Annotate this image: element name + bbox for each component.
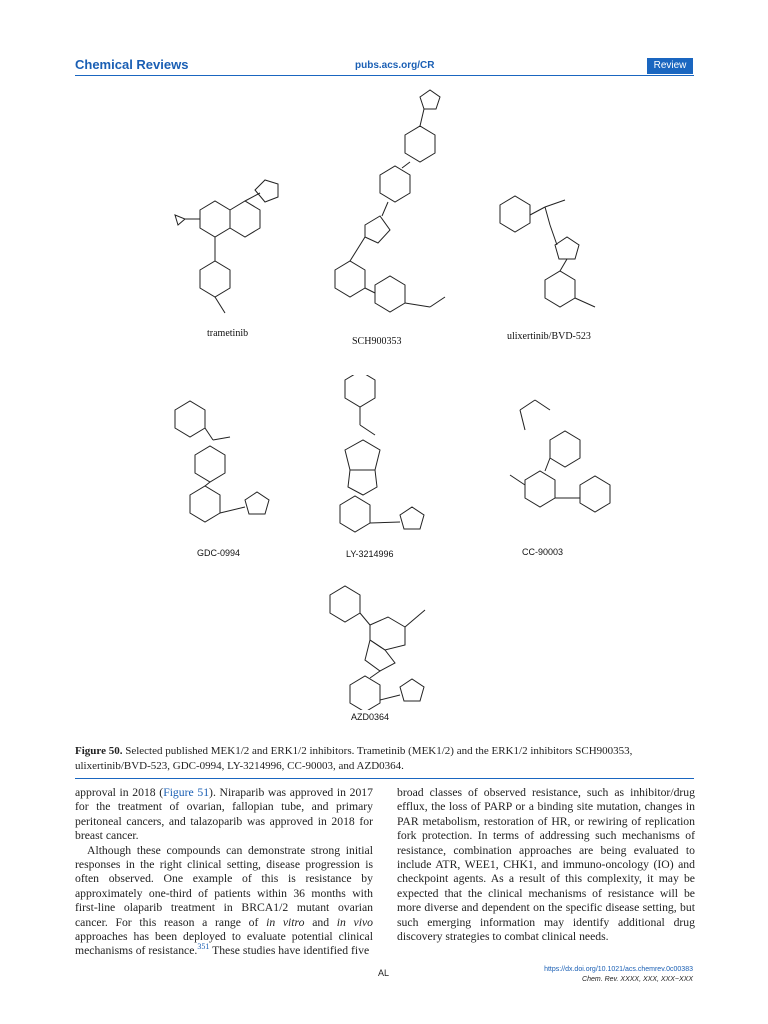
compound-label-trametinib: trametinib (207, 328, 249, 339)
gdc-0994-structure (155, 395, 295, 535)
text: approaches has been deployed to evaluate potential clinical mechanisms of resistance. (75, 930, 373, 958)
journal-name: Chemical Reviews (75, 57, 189, 72)
text: in vitro (266, 915, 305, 929)
caption-text: Selected published MEK1/2 and ERK1/2 inhibitors. Trametinib (MEK1/2) and the ERK1/2 inhibitors SCH900353, ulixertinib/BVD-523, GDC-0994, LY-3214996, CC-90003, and AZD0364. (75, 745, 633, 772)
reference-351-link[interactable]: 351 (197, 942, 210, 952)
left-column (75, 786, 373, 959)
article-type-badge: Review (647, 58, 693, 74)
compound-label-sch900353: SCH900353 (352, 336, 402, 347)
doi-link[interactable]: https://dx.doi.org/10.1021/acs.chemrev.0c00383 (544, 966, 693, 973)
text: and (304, 915, 337, 929)
citation: Chem. Rev. XXXX, XXX, XXX−XXX (582, 976, 693, 983)
text: These studies have identified five (209, 944, 370, 958)
text: in vivo (336, 915, 373, 929)
azd0364-structure (310, 585, 460, 710)
sch900353-structure (310, 85, 460, 335)
compound-label-cc-90003: CC-90003 (522, 547, 564, 557)
caption-rule (75, 778, 694, 779)
compound-label-gdc-0994: GDC-0994 (197, 548, 241, 558)
compound-label-azd0364: AZD0364 (351, 712, 390, 722)
text: Although these compounds can demonstrate strong initial responses in the right clinical setting, disease progression is often observed. One example of this is resistance by approximately one-third of patients within 36 months with first-line olaparib treatment in BRCA1/2 mutant ovarian cancer. For this reason a range of (75, 843, 373, 929)
trametinib-structure (170, 175, 300, 325)
figure-51-link[interactable]: Figure 51 (163, 786, 210, 799)
ly-3214996-structure (315, 375, 445, 535)
text: ). Niraparib was approved in 2017 for the treatment of ovarian, fallopian tube, and primary peritoneal cancers, and talazoparib was approved in 2018 for breast cancer. (75, 786, 373, 843)
cc-90003-structure (490, 385, 640, 535)
compound-label-ulixertinib: ulixertinib/BVD-523 (507, 331, 591, 342)
ulixertinib-structure (495, 185, 615, 325)
paragraph: broad classes of observed resistance, such as inhibitor/drug efflux, the loss of PARP or a binding site mutation, changes in PAR metabolism, restoration of HR, or rewiring of replication fork protection. In terms of addressing such mechanisms of resistance, combination approaches are being evaluated to include ATR, WEE1, CHK1, and immuno-oncology (IO) and checkpoint agents. As a result of this complexity, it may be expected that the clinical mechanisms of resistance will be more diverse and dependent on the specific disease setting, but such emerging information may identify additional drug discovery strategies to combat clinical needs. (397, 786, 695, 944)
compound-label-ly-3214996: LY-3214996 (346, 549, 394, 559)
figure-caption (75, 744, 695, 774)
right-column (397, 786, 695, 944)
page-number: AL (378, 968, 390, 978)
header-rule (75, 75, 694, 76)
text: approval in 2018 ( (75, 786, 164, 799)
caption-label: Figure 50. (75, 745, 123, 757)
journal-site-link[interactable]: pubs.acs.org/CR (355, 60, 435, 71)
